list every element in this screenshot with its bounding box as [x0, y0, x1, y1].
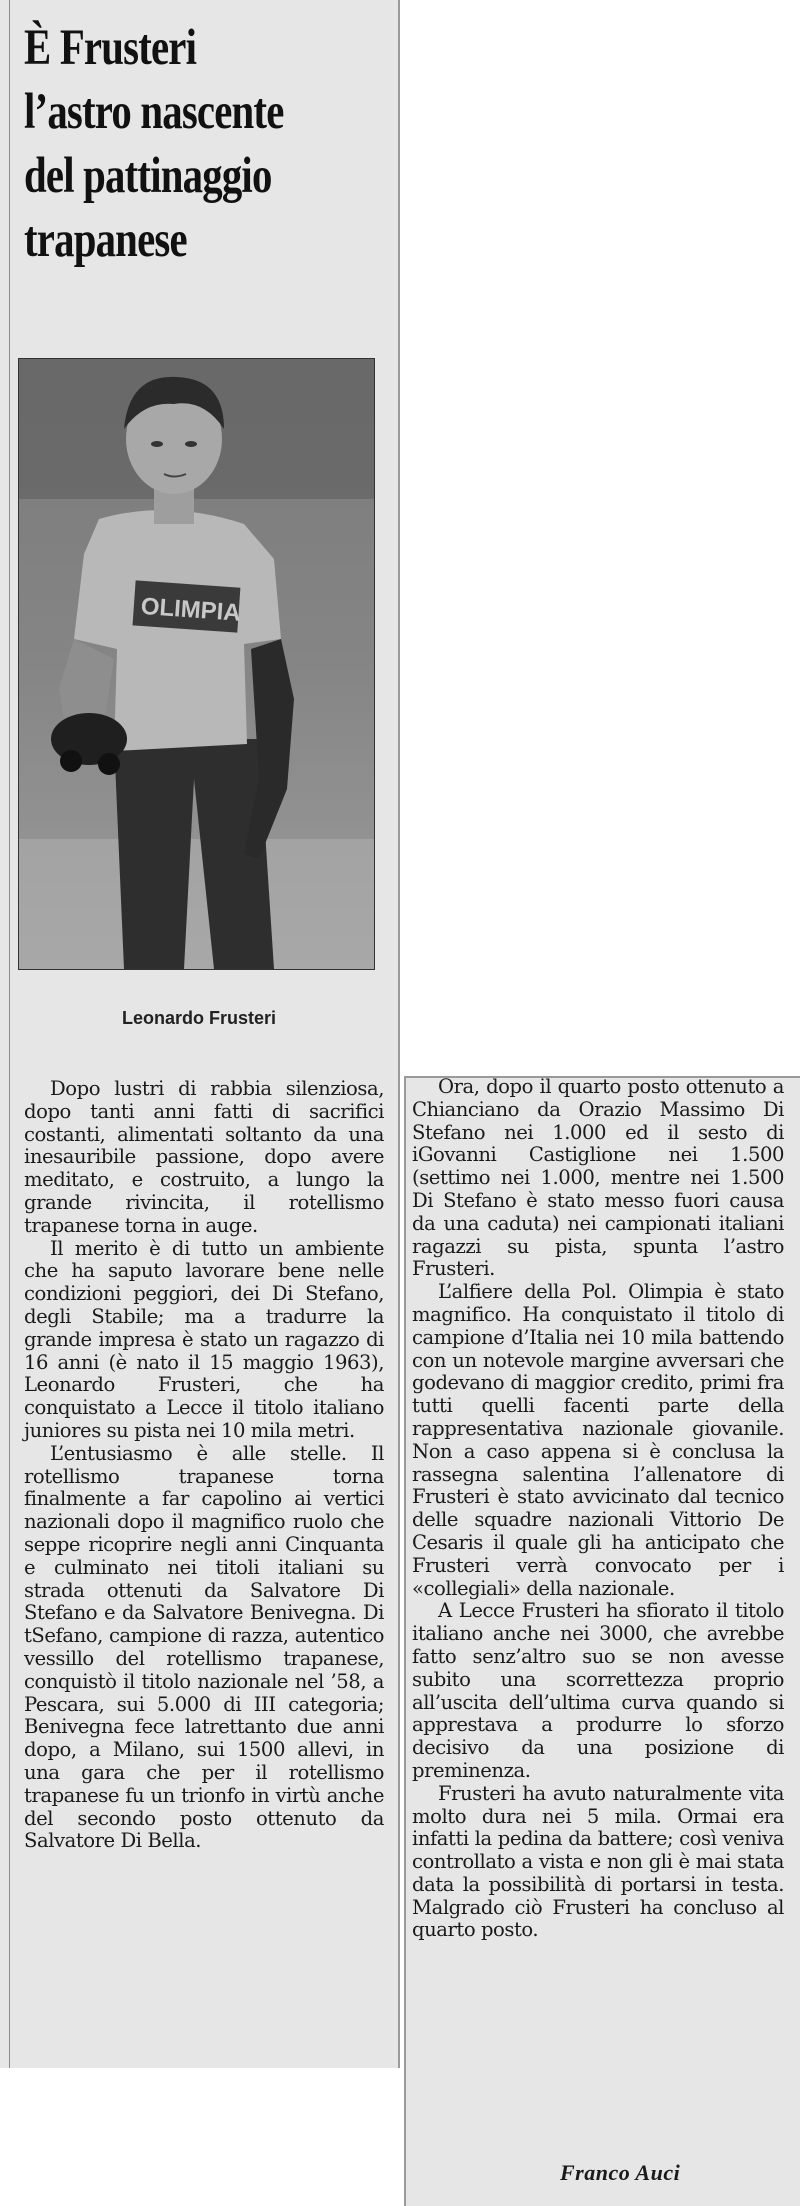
paragraph: L’entusiasmo è alle stelle. Il rotellismo trapanese torna finalmente a far capolino ai vertici nazionali dopo il magnifico ruolo che seppe ricoprire negli anni Cinquanta e culminato nei titoli italiani su strada ottenuti da Salvatore Di Stefano e da Salvatore Benivegna. Di tSefano, campione di razza, autentico vessillo del rotellismo trapanese, conquistò il titolo nazionale nel ’58, a Pescara, sui 5.000 di III categoria; Benivegna fece latrettanto due anni dopo, a Milano, sui 1500 allevi, in una gara che per il rotellismo trapanese fu un trionfo in virtù anche del secondo posto ottenuto da Salvatore Di Bella.	[24, 1441, 384, 1853]
paragraph: Il merito è di tutto un ambiente che ha saputo lavorare bene nelle condizioni peggiori, dei Di Stefano, degli Stabile; ma a tradurre la grande impresa è stato un ragazzo di 16 anni (è nato il 15 maggio 1963), Leonardo Frusteri, che ha conquistato a Lecce il titolo italiano juniores su pista nei 10 mila metri.	[24, 1236, 384, 1442]
portrait-photo	[18, 358, 375, 970]
headline-line-4: trapanese	[24, 212, 187, 268]
byline: Franco Auci	[560, 2160, 681, 2185]
column-rule	[9, 0, 10, 2068]
headline-line-2: l’astro nascente	[24, 84, 284, 140]
paragraph: Ora, dopo il quarto posto ottenuto a Chianciano da Orazio Massimo Di Stefano nei 1.000 ed il sesto di iGovanni Castiglione nei 1.500 (settimo nei 1.000, mentre nei 1.500 Di Stefano è stato messo fuori causa da una caduta) nei campionati italiani ragazzi su pista, spunta l’astro Frusteri.	[412, 1075, 784, 1281]
photo-caption: Leonardo Frusteri	[121, 1008, 277, 1028]
article-text-column-1	[24, 1078, 384, 1853]
article-text-column-2	[412, 1076, 784, 1942]
portrait-illustration	[19, 359, 374, 969]
paragraph: L’alfiere della Pol. Olimpia è stato magnifico. Ha conquistato il titolo di campione d’Italia nei 10 mila battendo con un notevole margine avversari che godevano di maggior credito, primi fra tutti quelli facenti parte della rappresentativa nazionale giovanile. Non a caso appena si è conclusa la rassegna salentina l’allenatore di Frusteri è stato avvicinato dal tecnico delle squadre nazionali Vittorio De Cesaris il quale gli ha anticipato che Frusteri verrà convocato per i «collegiali» della nazionale.	[412, 1280, 784, 1600]
shirt-print-text: OLIMPIA	[139, 592, 242, 627]
headline-line-1: È Frusteri	[24, 20, 197, 76]
paragraph: Frusteri ha avuto naturalmente vita molto dura nei 5 mila. Ormai era infatti la pedina da battere; così veniva controllato a vista e non gli è mai stata data la possibilità di portarsi in testa. Malgrado ciò Frusteri ha concluso al quarto posto.	[412, 1781, 784, 1942]
paragraph: Dopo lustri di rabbia silenziosa, dopo tanti anni fatti di sacrifici costanti, alimentati soltanto da una inesauribile passione, dopo avere meditato, e costruito, a lungo la grande rivincita, il rotellismo trapanese torna in auge.	[24, 1077, 384, 1237]
headline-line-3: del pattinaggio	[24, 148, 272, 204]
headline	[24, 16, 318, 272]
paragraph: A Lecce Frusteri ha sfiorato il titolo italiano anche nei 3000, che avrebbe fatto senz’altro suo se non avesse subito una scorrettezza proprio all’uscita dell’ultima curva quando si apprestava a produrre lo sforzo decisivo da una posizione di preminenza.	[412, 1599, 784, 1782]
